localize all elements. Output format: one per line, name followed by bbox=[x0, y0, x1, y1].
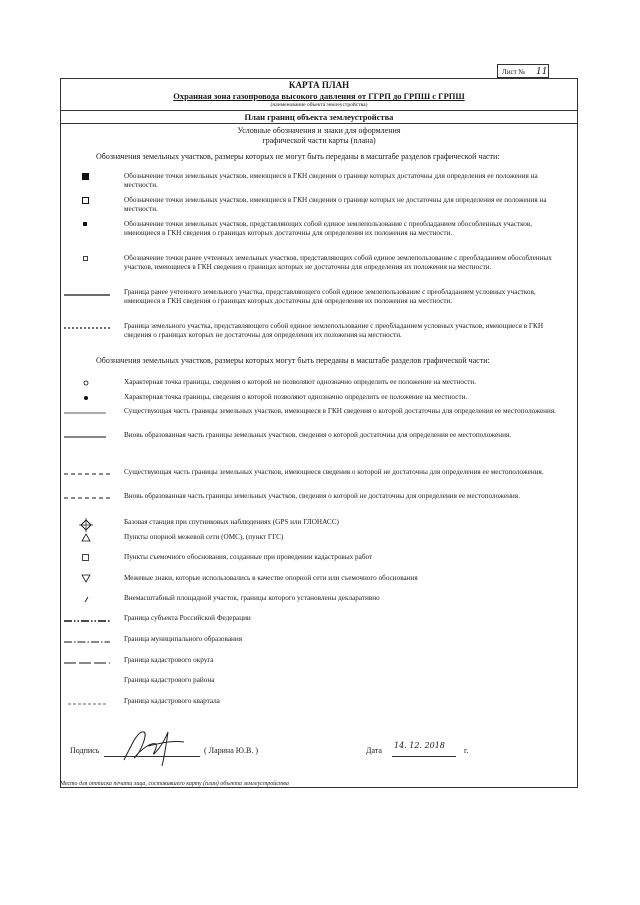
legend-text: Обозначение точки земельных участков, имеющиеся в ГКН сведения о границе которых не достаточны для определения ее положения на местности. bbox=[124, 196, 547, 213]
legend-text: Вновь образованная часть границы земельных участков, сведения о которой не достаточны для определения ее местоположения. bbox=[124, 492, 520, 500]
crosshair-diamond-icon bbox=[62, 518, 112, 532]
doc-subtitle-note: (наименование объекта землеустройства) bbox=[270, 102, 368, 108]
divider bbox=[60, 110, 578, 111]
square-icon bbox=[62, 553, 112, 563]
dashed-line-icon bbox=[62, 468, 112, 478]
signature-block bbox=[0, 736, 640, 786]
handwritten-signature-icon bbox=[118, 724, 188, 768]
small-filled-square-icon bbox=[62, 220, 112, 230]
legend-text: Существующая часть границы земельных участков, имеющиеся сведения о которой не достаточны для определения ее местоположения. bbox=[124, 468, 544, 476]
filled-square-icon bbox=[62, 172, 112, 182]
open-square-icon bbox=[62, 196, 112, 206]
divider bbox=[60, 123, 578, 124]
sheet-label: Лист № bbox=[502, 68, 526, 76]
legend-text: Характерная точка границы, сведения о которой позволяют однозначно определить ее положение на местности. bbox=[124, 393, 468, 401]
legend-title-line2: графической части карты (плана) bbox=[262, 136, 376, 145]
solid-line-icon bbox=[62, 288, 112, 298]
doc-subtitle: Охранная зона газопровода высокого давления от ГГРП до ГРПШ с ГРПШ bbox=[173, 91, 465, 101]
date-label: Дата bbox=[366, 746, 382, 755]
footer-note: Место для оттиска печати лица, составившего карту (план) объекта землеустройства bbox=[60, 781, 289, 787]
dash-dot-line-icon bbox=[62, 635, 112, 645]
legend-text: Граница субъекта Российской Федерации bbox=[124, 614, 251, 622]
legend-text: Базовая станция при спутниковых наблюдениях (GPS или ГЛОНАСС) bbox=[124, 518, 339, 526]
legend-text: Обозначение точки земельных участков, представляющих собой единое землепользование с преобладанием обособленных участков, имеющиеся в ГКН сведения о границах которых достаточны для определения их положения на местности. bbox=[124, 220, 533, 237]
legend-text: Граница кадастрового квартала bbox=[124, 697, 220, 705]
tick-icon bbox=[62, 594, 112, 604]
date-line bbox=[392, 756, 456, 757]
legend-text: Пункты съемочного обоснования, созданные при проведении кадастровых работ bbox=[124, 553, 373, 561]
section2-heading: Обозначения земельных участков, размеры которых могут быть переданы в масштабе разделов графической части: bbox=[96, 356, 490, 365]
dash-dot-dot-line-icon bbox=[62, 614, 112, 624]
small-open-square-icon bbox=[62, 254, 112, 264]
line-icon bbox=[62, 431, 112, 441]
sheet-number: 11 bbox=[536, 67, 548, 77]
legend-text: Межевые знаки, которые использовались в качестве опорной сети или съемочного обоснования bbox=[124, 574, 418, 582]
doc-title: КАРТА ПЛАН bbox=[288, 80, 350, 90]
filled-circle-icon bbox=[62, 393, 112, 403]
dotted-line-icon bbox=[62, 322, 112, 332]
blank-icon bbox=[62, 676, 112, 686]
short-dash-line-icon bbox=[62, 697, 112, 707]
legend-text: Пункты опорной межевой сети (ОМС), (пункт ГГС) bbox=[124, 533, 284, 541]
section1-heading: Обозначения земельных участков, размеры которых не могут быть переданы в масштабе разделов графической части: bbox=[96, 152, 500, 161]
dashed-line-2-icon bbox=[62, 492, 112, 502]
legend-text: Существующая часть границы земельных участков, имеющиеся в ГКН сведения о которой достаточны для определения ее местоположения. bbox=[124, 407, 556, 415]
year-suffix: г. bbox=[464, 746, 469, 755]
plan-title: План границ объекта землеустройства bbox=[244, 112, 394, 122]
legend-text: Граница ранее учтенного земельного участка, представляющего собой единое землепользование с преобладанием условных участков, имеющиеся в ГКН сведения о границах которых достаточны для определения их положения на местности. bbox=[124, 288, 536, 305]
sheet-number-box bbox=[497, 64, 549, 78]
legend-text: Характерная точка границы, сведения о которой не позволяют однозначно определить ее положение на местности. bbox=[124, 378, 477, 386]
inverted-triangle-icon bbox=[62, 574, 112, 584]
legend-text: Граница кадастрового округа bbox=[124, 656, 214, 664]
open-circle-icon bbox=[62, 378, 112, 388]
legend-text: Граница земельного участка, представляющего собой единое землепользование с преобладанием условных участков, имеющиеся в ГКН сведения о границах которых не достаточны для определения их положения на местности. bbox=[124, 322, 544, 339]
signer-name: ( Ларина Ю.В. ) bbox=[204, 746, 258, 755]
signature-label: Подпись bbox=[70, 746, 100, 755]
legend-text: Внемасштабный площадной участок, границы которого установлены декларативно bbox=[124, 594, 380, 602]
legend-title-line1: Условные обозначения и знаки для оформления bbox=[237, 126, 401, 135]
long-dash-line-icon bbox=[62, 656, 112, 666]
legend-text: Вновь образованная часть границы земельных участков, сведения о которой достаточны для определения ее местоположения. bbox=[124, 431, 512, 439]
date-value: 14. 12. 2018 bbox=[394, 741, 445, 750]
legend-text: Граница муниципального образования bbox=[124, 635, 243, 643]
legend-text: Обозначение точки земельных участков, имеющиеся в ГКН сведения о границе которых достаточны для определения ее положения на местности. bbox=[124, 172, 538, 189]
thin-line-icon bbox=[62, 407, 112, 417]
legend-text: Обозначение точки ранее учтенных земельных участков, представляющих собой единое землепользование с преобладанием обособленных участков, имеющиеся в ГКН сведения о границах которых не достаточны для определения их положения на местности. bbox=[124, 254, 552, 271]
triangle-icon bbox=[62, 533, 112, 543]
legend-text: Граница кадастрового района bbox=[124, 676, 215, 684]
